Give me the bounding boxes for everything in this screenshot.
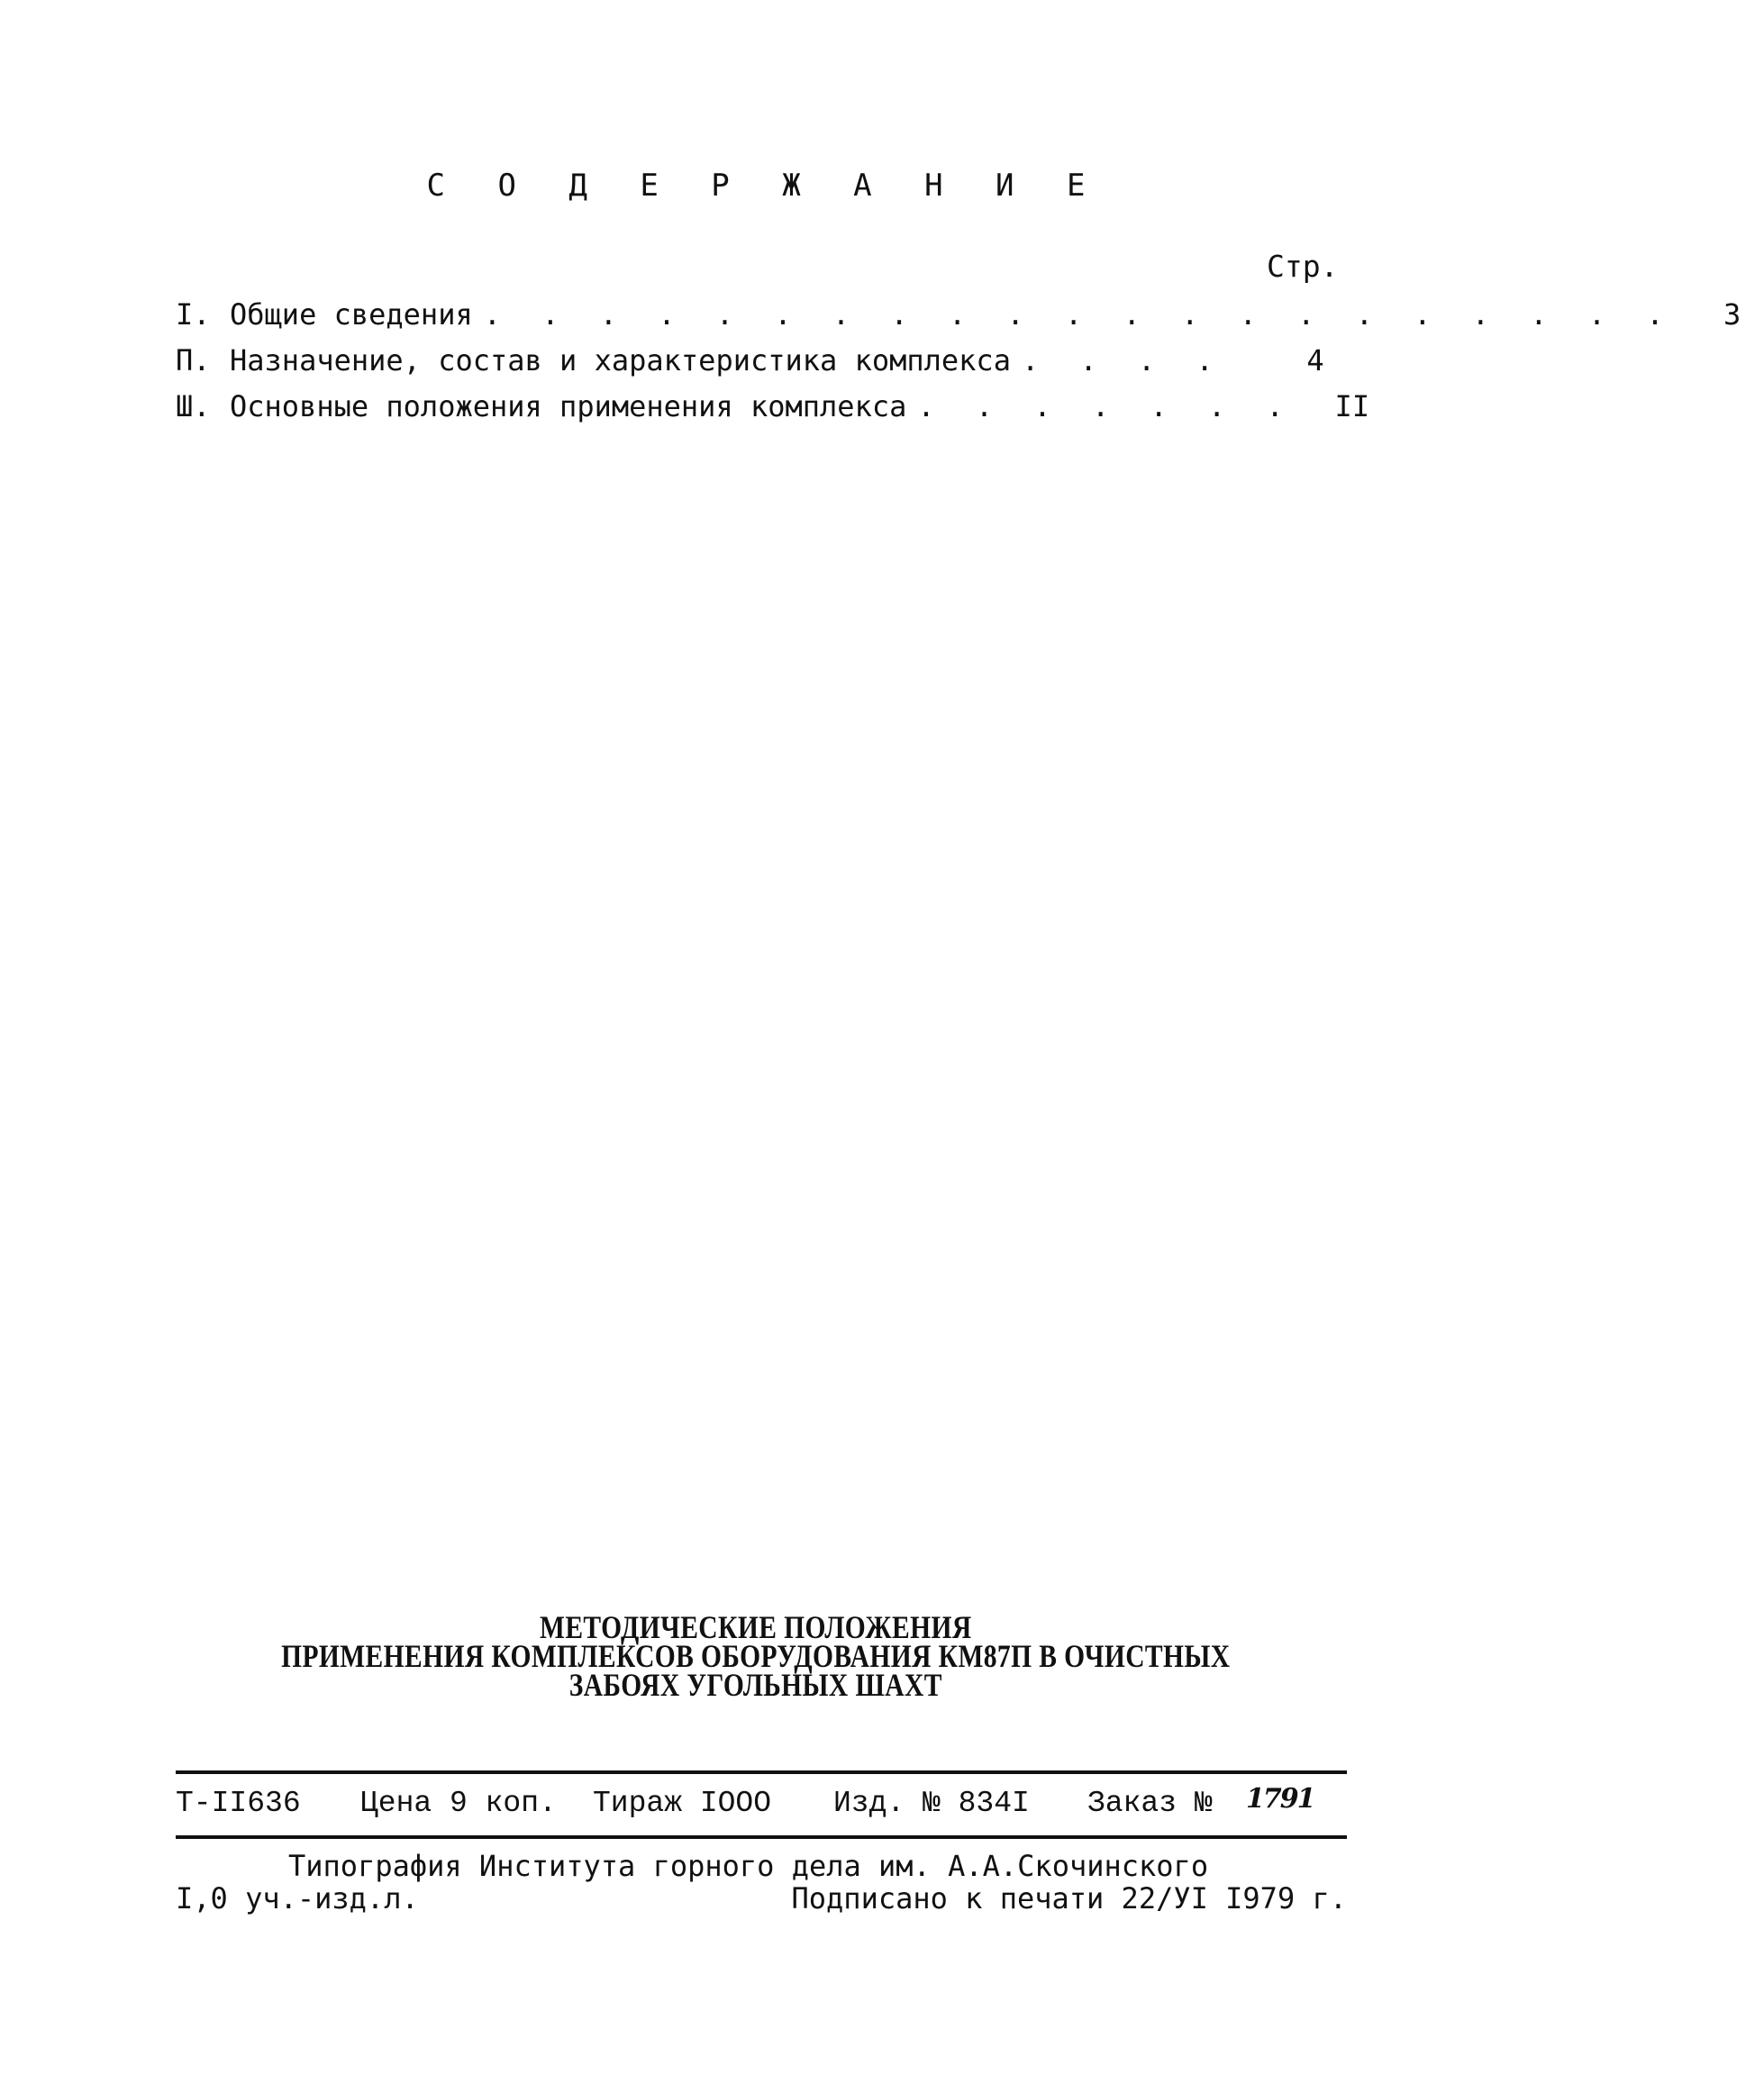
toc-entry-title: Общие сведения (230, 297, 473, 332)
toc-entry (176, 343, 1347, 389)
toc-entry-number: Ш. (176, 389, 211, 423)
toc-entry-page: 4 (1306, 343, 1324, 378)
book-title-line: ПРИМЕНЕНИЯ КОМПЛЕКСОВ ОБОРУДОВАНИЯ КМ87П В ОЧИСТНЫХ (281, 1638, 1231, 1674)
toc-dot-leader: . . . . . . . . . . . . . . . . . . . . . (483, 297, 1676, 332)
imprint-top-rule (176, 1770, 1347, 1774)
toc-entry-number: П. (176, 343, 211, 378)
toc-entry-page: II (1334, 389, 1370, 423)
toc-dot-leader: . . . . (1021, 343, 1225, 378)
printing-house: Типография Института горного дела им. А.А.Скочинского (288, 1849, 1209, 1883)
table-of-contents (176, 297, 1741, 435)
toc-entry-number: I. (176, 297, 211, 332)
toc-entry-title: Основные положения применения комплекса (230, 389, 907, 423)
page-column-header: Стр. (1267, 249, 1339, 284)
imprint-bottom-rule (176, 1835, 1347, 1839)
order-number-handwritten: 1791 (1246, 1783, 1314, 1815)
book-title-line: МЕТОДИЧЕСКИЕ ПОЛОЖЕНИЯ (540, 1609, 972, 1645)
imprint-line (176, 1783, 1347, 1823)
order-label: Заказ № (1087, 1787, 1213, 1820)
book-title (136, 1609, 1376, 1703)
print-run: Тираж IOOO (593, 1787, 772, 1820)
book-title-line: ЗАБОЯХ УГОЛЬНЫХ ШАХТ (568, 1667, 942, 1703)
catalog-code: Т-II636 (176, 1787, 301, 1820)
toc-entry (176, 389, 1370, 435)
toc-entry (176, 297, 1741, 343)
toc-entry-page: 3 (1723, 297, 1741, 332)
price: Цена 9 коп. (360, 1787, 557, 1820)
contents-title: С О Д Е Р Ж А Н И Е (426, 168, 1103, 204)
publisher-sheets: I,0 уч.-изд.л. (176, 1881, 419, 1916)
publication-number: Изд. № 834I (833, 1787, 1030, 1820)
toc-dot-leader: . . . . . . . (917, 389, 1296, 423)
toc-entry-title: Назначение, состав и характеристика комплекса (230, 343, 1011, 378)
signed-for-print: Подписано к печати 22/УI I979 г. (791, 1881, 1347, 1916)
